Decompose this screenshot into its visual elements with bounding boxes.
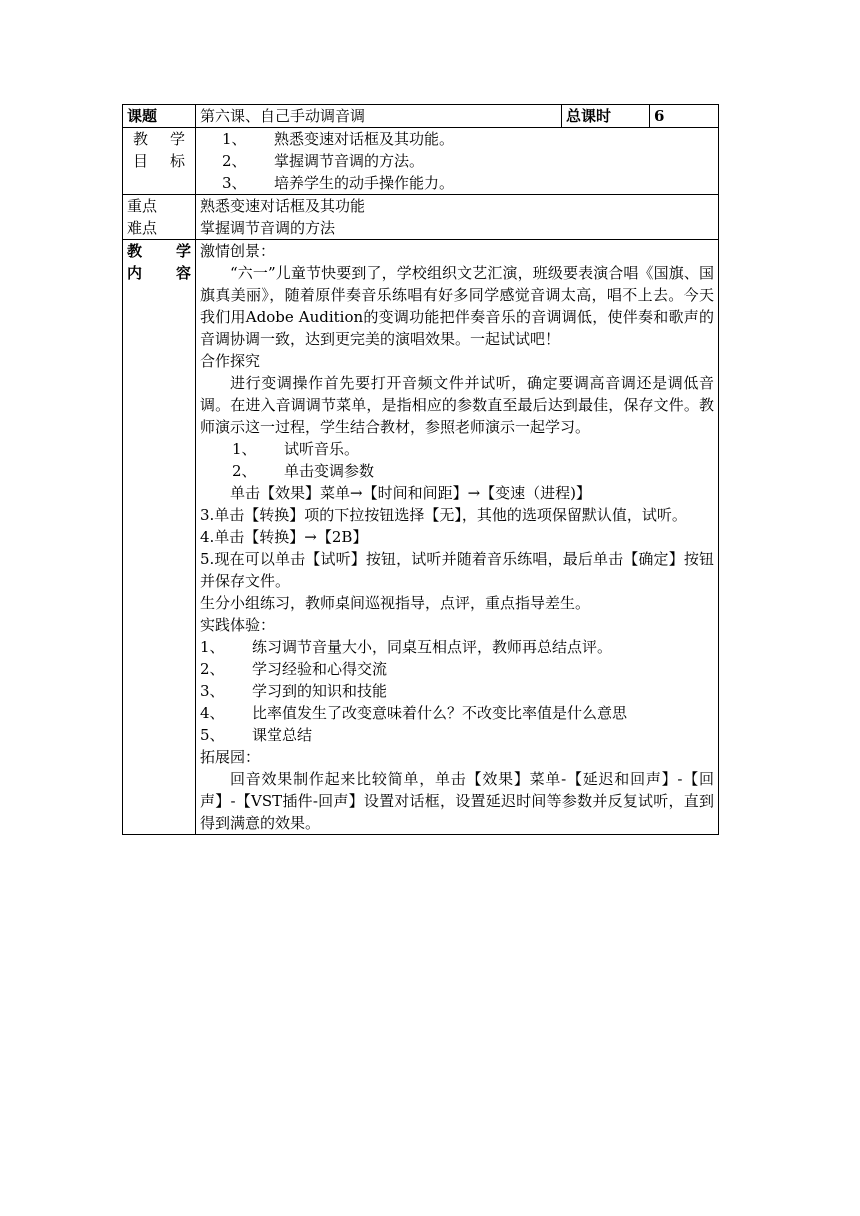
key-point-line2: 掌握调节音调的方法	[200, 219, 336, 237]
explore-text: 进行变调操作首先要打开音频文件并试听，确定要调高音调还是调低音调。在进入音调调节菜单，是指相应的参数直至最后达到最佳，保存文件。教师演示这一过程，学生结合教材，参照老师演示一起学习。	[200, 374, 714, 436]
extend-title: 拓展园：	[200, 748, 261, 766]
step5-text: 5.现在可以单击【试听】按钮，试听并随着音乐练唱，最后单击【确定】按钮并保存文件。	[200, 550, 714, 590]
step-item: 1、 试听音乐。	[232, 440, 360, 458]
goals-row	[123, 128, 719, 195]
hours-value: 6	[650, 105, 719, 128]
group-text: 生分小组练习，教师桌间巡视指导，点评，重点指导差生。	[200, 594, 591, 612]
goal-item: 1、 熟悉变速对话框及其功能。	[222, 130, 455, 148]
step3-text: 3.单击【转换】项的下拉按钮选择【无】，其他的选项保留默认值，试听。	[200, 506, 687, 524]
intro-title: 激情创景：	[200, 242, 276, 260]
step-item: 2、 单击变调参数	[232, 462, 375, 480]
header-row	[123, 105, 719, 128]
intro-text: “六一”儿童节快要到了，学校组织文艺汇演，班级要表演合唱《国旗、国旗真美丽》，随着原伴奏音乐练唱有好多同学感觉音调太高，唱不上去。今天我们用Adobe Audition的变调功能把伴奏音乐的音调调低，使伴奏和歌声的音调协调一致，达到更完美的演唱效果。一起试试吧！	[200, 264, 714, 348]
goal-item: 2、 掌握调节音调的方法。	[222, 152, 425, 170]
goals-label-cell	[123, 128, 196, 195]
key-points-label-cell	[123, 195, 196, 240]
goals-label-line1: 教 学	[133, 130, 185, 148]
key-point-line1: 熟悉变速对话框及其功能	[200, 197, 366, 215]
practice-item: 4、 比率值发生了改变意味着什么？不改变比率值是什么意思	[200, 704, 628, 722]
content-label-line2: 内 容	[127, 264, 191, 282]
step4-text: 4.单击【转换】→【2B】	[200, 528, 368, 546]
goals-content	[196, 128, 719, 195]
subject-value: 第六课、自己手动调音调	[196, 105, 562, 128]
key-points-row	[123, 195, 719, 240]
practice-item: 5、 课堂总结	[200, 726, 313, 744]
hours-label: 总课时	[562, 105, 650, 128]
key-points-label-line2: 难点	[127, 219, 158, 237]
menu-path: 单击【效果】菜单→【时间和间距】→【变速（进程)】	[230, 484, 591, 502]
key-points-content	[196, 195, 719, 240]
extend-text: 回音效果制作起来比较简单，单击【效果】菜单-【延迟和回声】-【回声】-【VST插件-回声】设置对话框，设置延迟时间等参数并反复试听，直到得到满意的效果。	[200, 770, 714, 832]
practice-item: 1、 练习调节音量大小，同桌互相点评，教师再总结点评。	[200, 638, 613, 656]
content-row	[123, 240, 719, 835]
content-label-line1: 教 学	[127, 242, 191, 260]
lesson-plan-table	[122, 104, 719, 835]
practice-title: 实践体验：	[200, 616, 276, 634]
goals-label-line2: 目 标	[133, 152, 185, 170]
practice-item: 2、 学习经验和心得交流	[200, 660, 388, 678]
subject-label: 课题	[123, 105, 196, 128]
practice-item: 3、 学习到的知识和技能	[200, 682, 388, 700]
goal-item: 3、 培养学生的动手操作能力。	[222, 174, 455, 192]
content-body	[196, 240, 719, 835]
explore-title: 合作探究	[200, 352, 261, 370]
key-points-label-line1: 重点	[127, 197, 158, 215]
content-label-cell	[123, 240, 196, 835]
